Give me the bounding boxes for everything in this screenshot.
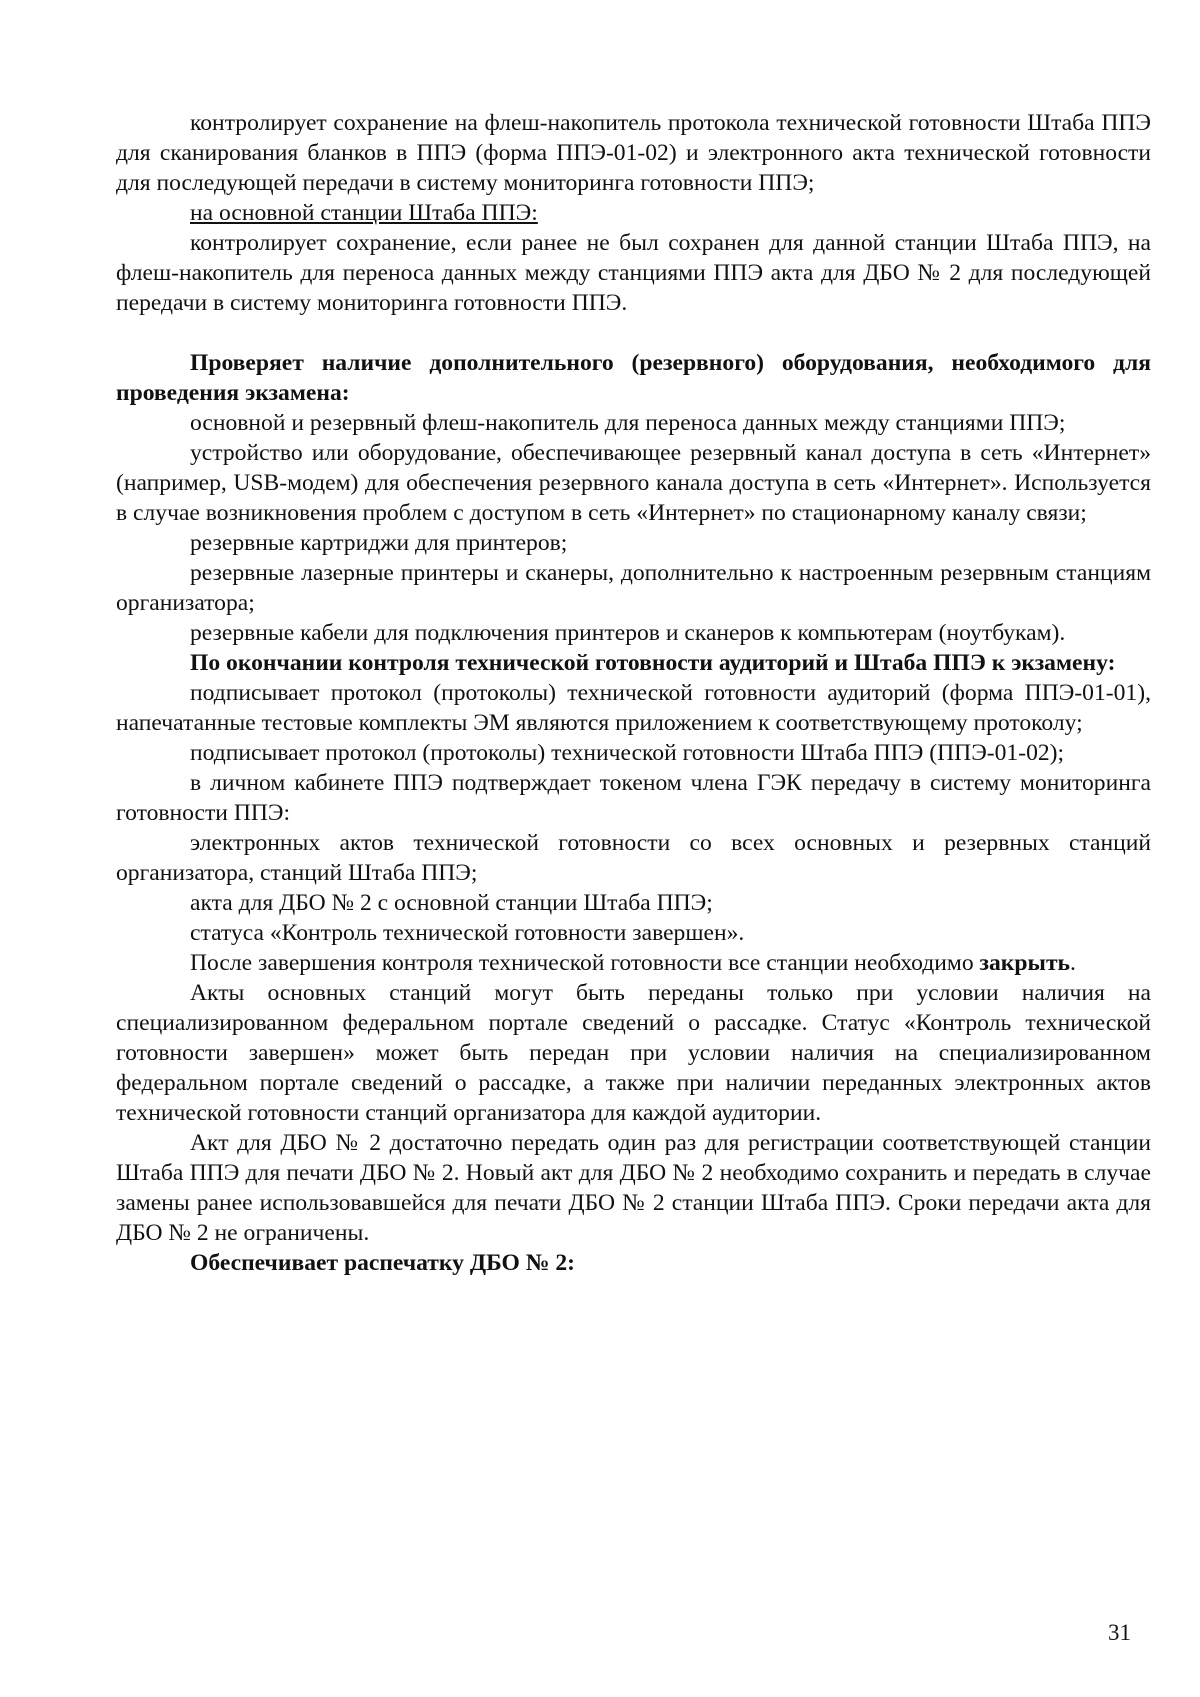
document-page <box>116 108 1151 1278</box>
close-stations-text: После завершения контроля технической готовности все станции необходимо <box>190 950 980 976</box>
paragraph-act-dbo2-once: Акт для ДБО № 2 достаточно передать один раз для регистрации соответствующей станции Штаба ППЭ для печати ДБО № 2. Новый акт для ДБО № 2 необходимо сохранить и передать в случае замены ранее использовавшейся для печати ДБО № 2 станции Штаба ППЭ. Сроки передачи акта для ДБО № 2 не ограничены. <box>116 1130 1151 1246</box>
close-stations-period: . <box>1070 950 1076 976</box>
paragraph-main-station-heading: на основной станции Штаба ППЭ: <box>190 200 538 226</box>
paragraph-acts-condition: Акты основных станций могут быть переданы только при условии наличия на специализированном федеральном портале сведений о рассадке. Статус «Контроль технической готовности завершен» может быть передан при условии наличия на специализированном федеральном портале сведений о рассадке, а также при наличии переданных электронных актов технической готовности станций организатора для каждой аудитории. <box>116 980 1151 1126</box>
list-item-cartridges: резервные картриджи для принтеров; <box>190 530 568 556</box>
heading-check-reserve-equipment: Проверяет наличие дополнительного (резервного) оборудования, необходимого для проведения экзамена: <box>116 350 1151 406</box>
list-item-flash-drive: основной и резервный флеш-накопитель для переноса данных между станциями ППЭ; <box>190 410 1066 436</box>
list-item-status: статуса «Контроль технической готовности завершен». <box>190 920 745 946</box>
list-item-printers-scanners: резервные лазерные принтеры и сканеры, дополнительно к настроенным резервным станциям организатора; <box>116 560 1151 616</box>
page-number: 31 <box>1108 1620 1131 1645</box>
list-item-reserve-internet: устройство или оборудование, обеспечивающее резервный канал доступа в сеть «Интернет» (например, USB-модем) для обеспечения резервного канала доступа в сеть «Интернет». Используется в случае возникновения проблем с доступом в сеть «Интернет» по стационарному каналу связи; <box>116 440 1151 526</box>
list-item-sign-audience-protocol: подписывает протокол (протоколы) технической готовности аудиторий (форма ППЭ-01-01), напечатанные тестовые комплекты ЭМ являются приложением к соответствующему протоколу; <box>116 680 1151 736</box>
list-item-electronic-acts: электронных актов технической готовности со всех основных и резервных станций организатора, станций Штаба ППЭ; <box>116 830 1151 886</box>
list-item-cables: резервные кабели для подключения принтеров и сканеров к компьютерам (ноутбукам). <box>190 620 1066 646</box>
heading-after-control: По окончании контроля технической готовности аудиторий и Штаба ППЭ к экзамену: <box>190 650 1116 676</box>
paragraph-save-act-dbo2: контролирует сохранение, если ранее не был сохранен для данной станции Штаба ППЭ, на флеш-накопитель для переноса данных между станциями ППЭ акта для ДБО № 2 для последующей передачи в систему мониторинга готовности ППЭ. <box>116 230 1151 316</box>
list-item-act-dbo2: акта для ДБО № 2 с основной станции Штаба ППЭ; <box>190 890 713 916</box>
list-item-confirm-token: в личном кабинете ППЭ подтверждает токеном члена ГЭК передачу в систему мониторинга готовности ППЭ: <box>116 770 1151 826</box>
paragraph-gap <box>116 318 1151 348</box>
heading-print-dbo2: Обеспечивает распечатку ДБО № 2: <box>190 1250 576 1276</box>
paragraph-save-protocol-shtab: контролирует сохранение на флеш-накопитель протокола технической готовности Штаба ППЭ для сканирования бланков в ППЭ (форма ППЭ-01-02) и электронного акта технической готовности для последующей передачи в систему мониторинга готовности ППЭ; <box>116 110 1151 196</box>
paragraph-close-stations <box>116 948 1151 978</box>
list-item-sign-shtab-protocol: подписывает протокол (протоколы) технической готовности Штаба ППЭ (ППЭ-01-02); <box>190 740 1065 766</box>
close-stations-bold: закрыть <box>979 950 1071 976</box>
